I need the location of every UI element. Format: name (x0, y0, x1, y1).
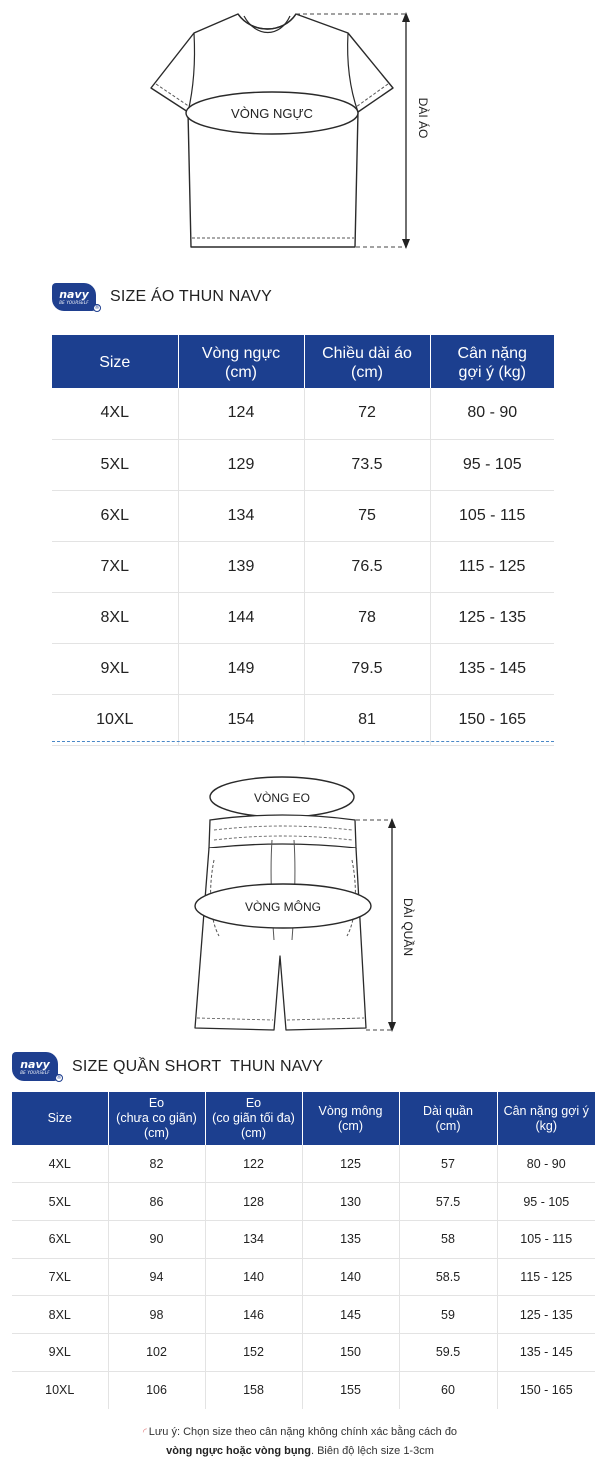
chest-label: VÒNG NGỰC (231, 106, 313, 121)
table-cell: 115 - 125 (497, 1258, 595, 1296)
table-cell: 58 (399, 1220, 497, 1258)
shorts-size-table (12, 1092, 595, 1409)
table-cell: 134 (205, 1220, 302, 1258)
tshirt-diagram (0, 0, 600, 262)
shirt-section-heading (52, 283, 272, 311)
note-emphasis: vòng ngực hoặc vòng bụng (166, 1445, 311, 1457)
table-row (12, 1183, 595, 1221)
note-line-2 (0, 1442, 600, 1461)
note-text: Chọn size theo cân nặng không chính xác bằng cách đo (183, 1426, 458, 1438)
table-row (12, 1333, 595, 1371)
table-cell: 106 (108, 1371, 205, 1409)
table-cell: 60 (399, 1371, 497, 1409)
logo-text: navy (20, 1057, 50, 1071)
tape-measure-icon: ◜ (142, 1427, 147, 1438)
table-row (52, 592, 554, 643)
table-cell: 145 (302, 1296, 399, 1334)
table-cell: 150 - 165 (430, 694, 554, 745)
table-cell: 57.5 (399, 1183, 497, 1221)
table-row (52, 643, 554, 694)
size-cell: 8XL (12, 1296, 108, 1334)
table-cell: 158 (205, 1371, 302, 1409)
size-cell: 7XL (52, 541, 178, 592)
note-line-1 (0, 1423, 600, 1442)
table-cell: 128 (205, 1183, 302, 1221)
size-cell: 8XL (52, 592, 178, 643)
table-cell: 144 (178, 592, 304, 643)
size-cell: 5XL (12, 1183, 108, 1221)
section-divider (52, 741, 554, 742)
table-cell: 80 - 90 (497, 1145, 595, 1183)
column-header: Size (12, 1092, 108, 1145)
table-cell: 125 (302, 1145, 399, 1183)
table-cell: 139 (178, 541, 304, 592)
logo-tagline: BE YOURSELF (20, 1069, 50, 1075)
table-cell: 140 (205, 1258, 302, 1296)
table-row (12, 1371, 595, 1409)
table-cell: 130 (302, 1183, 399, 1221)
table-cell: 78 (304, 592, 430, 643)
size-cell: 6XL (12, 1220, 108, 1258)
table-cell: 154 (178, 694, 304, 745)
shirt-size-table (52, 335, 554, 746)
table-cell: 98 (108, 1296, 205, 1334)
registered-icon: ® (56, 1075, 62, 1081)
table-cell: 146 (205, 1296, 302, 1334)
table-cell: 59.5 (399, 1333, 497, 1371)
table-row (52, 541, 554, 592)
size-cell: 9XL (12, 1333, 108, 1371)
table-row (52, 490, 554, 541)
table-cell: 105 - 115 (430, 490, 554, 541)
shorts-section-title: SIZE QUẦN SHORT THUN NAVY (72, 1057, 324, 1075)
shirt-table-header-row (52, 335, 554, 388)
shorts-table-header-row (12, 1092, 595, 1145)
table-cell: 122 (205, 1145, 302, 1183)
table-cell: 80 - 90 (430, 388, 554, 439)
size-cell: 10XL (12, 1371, 108, 1409)
shorts-diagram (0, 770, 600, 1042)
table-cell: 76.5 (304, 541, 430, 592)
table-cell: 125 - 135 (497, 1296, 595, 1334)
table-cell: 82 (108, 1145, 205, 1183)
table-row (12, 1258, 595, 1296)
table-row (52, 439, 554, 490)
table-cell: 79.5 (304, 643, 430, 694)
size-cell: 10XL (52, 694, 178, 745)
table-row (52, 694, 554, 745)
table-cell: 94 (108, 1258, 205, 1296)
length-label: DÀI QUẦN (401, 897, 415, 957)
table-cell: 135 (302, 1220, 399, 1258)
column-header: Cân nặng gợi ý (kg) (430, 335, 554, 388)
note-text-rest: . Biên độ lệch size 1-3cm (310, 1445, 434, 1457)
registered-icon: ® (94, 305, 100, 311)
shorts-illustration (0, 770, 600, 1042)
hip-label: VÒNG MÔNG (244, 900, 322, 914)
table-cell: 150 (302, 1333, 399, 1371)
table-cell: 72 (304, 388, 430, 439)
column-header: Eo (chưa co giãn) (cm) (108, 1092, 205, 1145)
table-cell: 124 (178, 388, 304, 439)
tshirt-illustration (0, 0, 600, 262)
table-cell: 135 - 145 (497, 1333, 595, 1371)
table-cell: 134 (178, 490, 304, 541)
table-cell: 149 (178, 643, 304, 694)
table-row (12, 1296, 595, 1334)
navy-logo (52, 283, 100, 311)
table-cell: 81 (304, 694, 430, 745)
size-cell: 9XL (52, 643, 178, 694)
table-row (52, 388, 554, 439)
navy-logo (12, 1052, 62, 1081)
shirt-section-title: SIZE ÁO THUN NAVY (110, 288, 272, 305)
table-cell: 152 (205, 1333, 302, 1371)
note-prefix: Lưu ý: (148, 1426, 181, 1438)
column-header: Size (52, 335, 178, 388)
size-cell: 4XL (12, 1145, 108, 1183)
logo-text: navy (59, 288, 89, 301)
table-cell: 140 (302, 1258, 399, 1296)
table-cell: 125 - 135 (430, 592, 554, 643)
logo-tagline: BE YOURSELF (59, 300, 89, 305)
table-cell: 105 - 115 (497, 1220, 595, 1258)
table-cell: 102 (108, 1333, 205, 1371)
table-row (12, 1220, 595, 1258)
table-cell: 86 (108, 1183, 205, 1221)
sizing-note (0, 1423, 600, 1461)
column-header: Cân nặng gợi ý (kg) (497, 1092, 595, 1145)
size-cell: 7XL (12, 1258, 108, 1296)
table-cell: 95 - 105 (497, 1183, 595, 1221)
table-cell: 135 - 145 (430, 643, 554, 694)
table-cell: 57 (399, 1145, 497, 1183)
size-cell: 4XL (52, 388, 178, 439)
size-cell: 5XL (52, 439, 178, 490)
column-header: Chiều dài áo (cm) (304, 335, 430, 388)
column-header: Eo (co giãn tối đa) (cm) (205, 1092, 302, 1145)
table-cell: 155 (302, 1371, 399, 1409)
size-cell: 6XL (52, 490, 178, 541)
table-cell: 150 - 165 (519, 1383, 573, 1398)
table-cell: 75 (304, 490, 430, 541)
table-cell: 59 (399, 1296, 497, 1334)
table-cell: 73.5 (304, 439, 430, 490)
column-header: Dài quần (cm) (399, 1092, 497, 1145)
table-cell: 129 (178, 439, 304, 490)
length-label: DÀI ÁO (416, 97, 430, 139)
column-header: Vòng ngực (cm) (178, 335, 304, 388)
waist-label: VÒNG EO (253, 791, 311, 805)
table-cell: 115 - 125 (430, 541, 554, 592)
table-row (12, 1145, 595, 1183)
table-cell: 90 (108, 1220, 205, 1258)
table-cell: 95 - 105 (430, 439, 554, 490)
column-header: Vòng mông (cm) (302, 1092, 399, 1145)
table-cell: 58.5 (399, 1258, 497, 1296)
shorts-section-heading (12, 1052, 323, 1081)
